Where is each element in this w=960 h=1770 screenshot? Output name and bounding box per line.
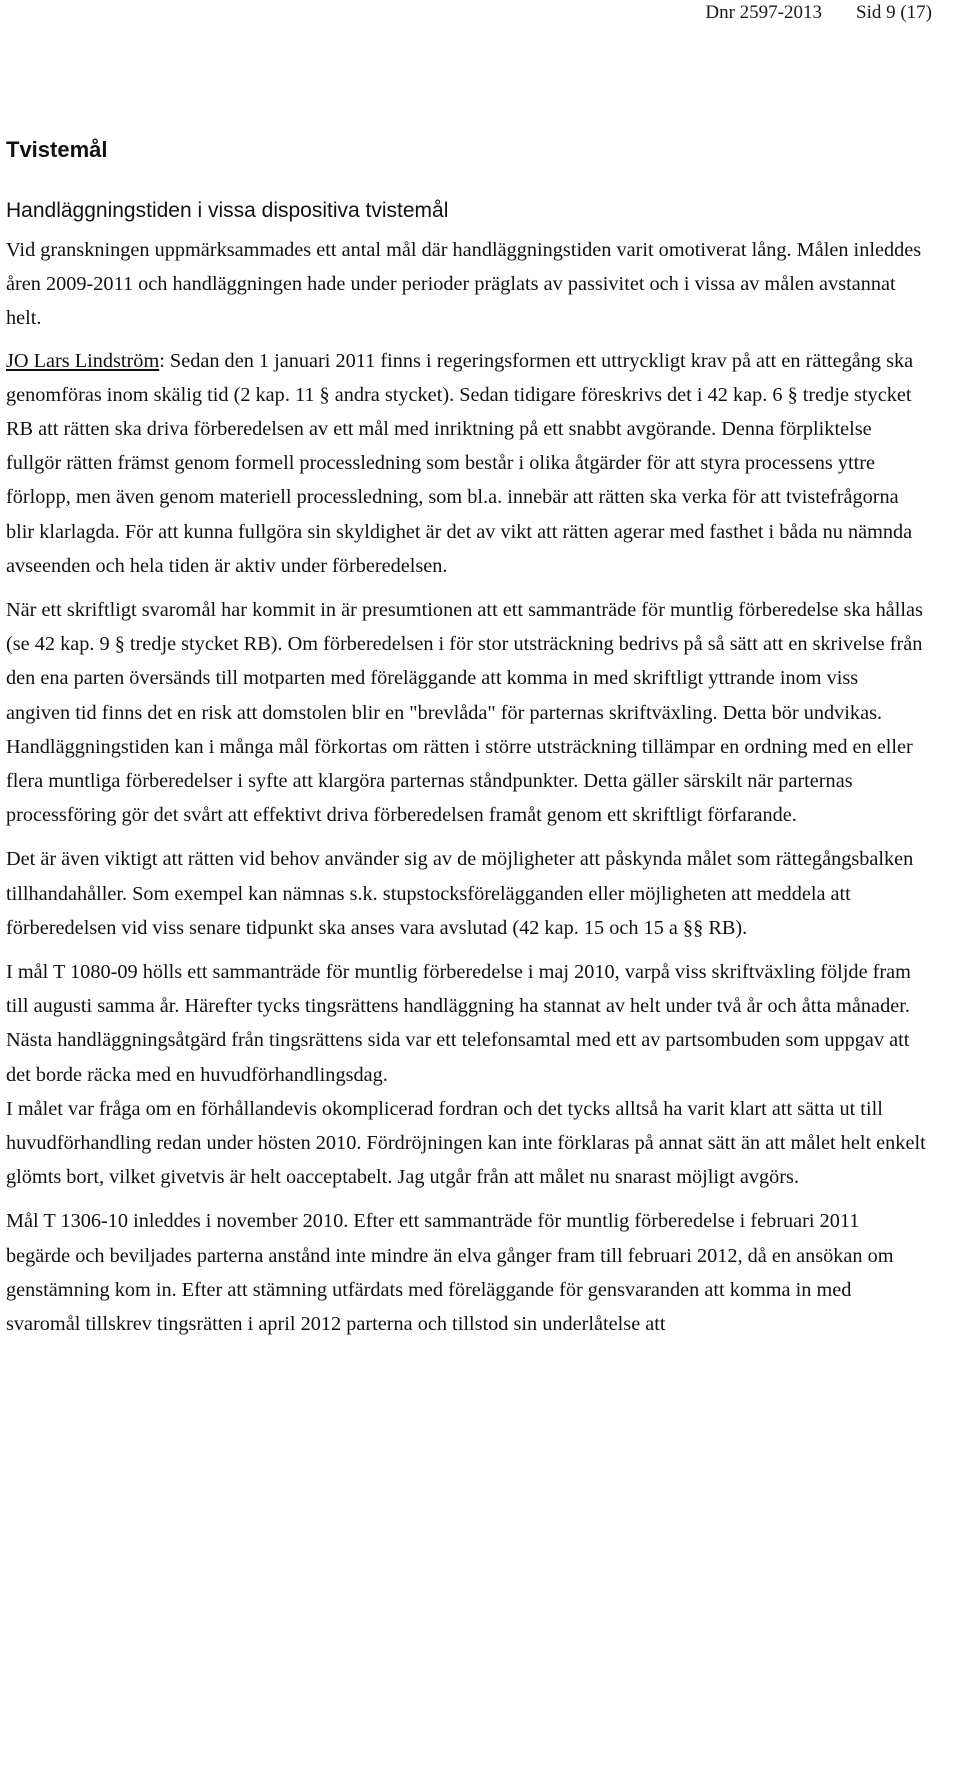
page-header: [705, 2, 932, 24]
paragraph-case-t1306: Mål T 1306-10 inleddes i november 2010. Efter ett sammanträde för muntlig förberedelse i februari 2011 begärde och beviljades parterna anstånd inte mindre än elva gånger fram till februari 2012, då en ansökan om genstämning kom in. Efter att stämning utfärdats med föreläggande för gensvaranden att komma in med svaromål tillskrev tingsrätten i april 2012 parterna och tillstod sin underlåtelse att: [6, 1210, 894, 1336]
case-number: Dnr 2597-2013: [705, 2, 822, 23]
paragraph-jo-statement-text: : Sedan den 1 januari 2011 finns i regeringsformen ett uttryckligt krav på att en rättegång ska genomföras inom skälig tid (2 kap. 11 § andra stycket). Sedan tidigare föreskrivs det i 42 kap. 6 § tredje stycket RB att rätten ska driva förberedelsen av ett mål med inriktning på ett snabbt avgörande. Denna förpliktelse fullgör rätten främst genom formell processledning som består i olika åtgärder för att styra processens yttre förlopp, men även genom materiell processledning, som bl.a. innebär att rätten ska verka för att tvistefrågorna blir klarlagda. För att kunna fullgöra sin skyldighet är det av vikt att rätten agerar med fasthet i båda nu nämnda avseenden och hela tiden är aktiv under förberedelsen.: [6, 349, 914, 577]
paragraph-case-t1080-assessment: I målet var fråga om en förhållandevis okomplicerad fordran och det tycks alltså ha varit klart att sätta ut till huvudförhandling redan under hösten 2010. Fördröjningen kan inte förklaras på annat sätt än att målet helt enkelt glömts bort, vilket givetvis är helt oacceptabelt. Jag utgår från att målet nu snarast möjligt avgörs.: [6, 1097, 926, 1189]
paragraph-case-t1080: I mål T 1080-09 hölls ett sammanträde för muntlig förberedelse i maj 2010, varpå viss skriftväxling följde fram till augusti samma år. Härefter tycks tingsrättens handläggning ha stannat av helt under två år och åtta månader. Nästa handläggningsåtgärd från tingsrättens sida var ett telefonsamtal med ett av partsombuden som uppgav att det borde räcka med en huvudförhandlingsdag.: [6, 961, 911, 1086]
page-number: Sid 9 (17): [856, 2, 932, 23]
section-title: Tvistemål: [6, 137, 108, 162]
paragraph-svaromal: När ett skriftligt svaromål har kommit in är presumtionen att ett sammanträde för muntlig förberedelse ska hållas (se 42 kap. 9 § tredje stycket RB). Om förberedelsen i för stor utsträckning bedrivs på så sätt att en skrivelse från den ena parten översänds till motparten med föreläggande att komma in med skriftligt yttrande inom viss angiven tid finns det en risk att domstolen blir en "brevlåda" för parternas skriftväxling. Detta bör undvikas. Handläggningstiden kan i många mål förkortas om rätten i större utsträckning tillämpar en ordning med en eller flera muntliga förberedelser i syfte att klargöra parternas ståndpunkter. Detta gäller särskilt när parternas processföring gör det svårt att effektivt driva förberedelsen framåt genom ett skriftligt förfarande.: [6, 599, 923, 827]
document-body: [6, 233, 926, 1341]
paragraph-intro: Vid granskningen uppmärksammades ett antal mål där handläggningstiden varit omotiverat lång. Målen inleddes åren 2009-2011 och handläggningen hade under perioder präglats av passivitet och i vissa av målen avstannat helt.: [6, 239, 922, 330]
paragraph-jo-statement: [6, 344, 926, 583]
subheading: Handläggningstiden i vissa dispositiva tvistemål: [6, 199, 449, 222]
author-name: JO Lars Lindström: [6, 349, 160, 372]
paragraph-rattegangsbalken: Det är även viktigt att rätten vid behov använder sig av de möjligheter att påskynda målet som rättegångsbalken tillhandahåller. Som exempel kan nämnas s.k. stupstocksförelägganden eller möjligheten att meddela att förberedelsen vid viss senare tidpunkt ska anses vara avslutad (42 kap. 15 och 15 a §§ RB).: [6, 848, 914, 939]
